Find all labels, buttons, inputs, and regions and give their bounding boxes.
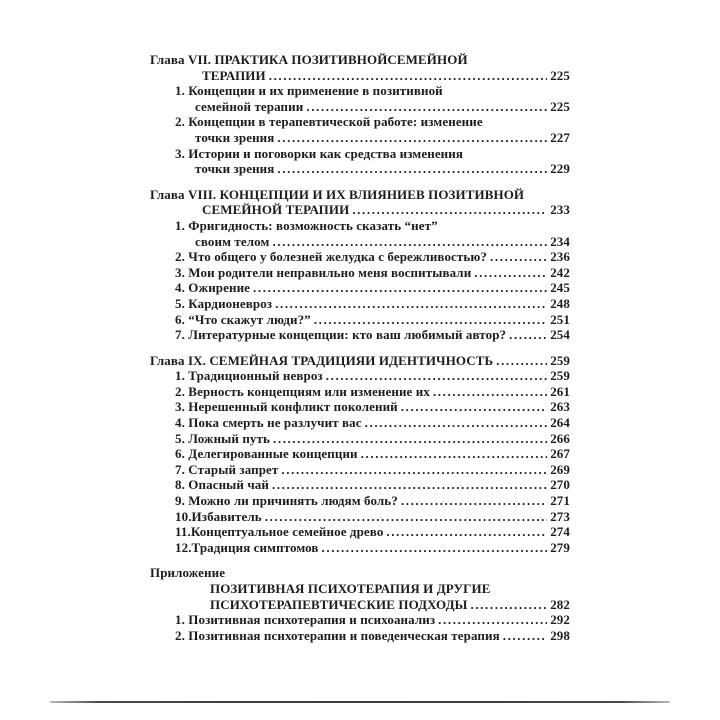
page-number: 263 (550, 399, 570, 415)
entry-text: 11.Концептуальное семейное древо (175, 524, 384, 540)
dot-leader (272, 234, 547, 249)
page-number: 270 (550, 477, 570, 493)
toc-entry-line (175, 146, 570, 162)
page-number: 233 (550, 202, 570, 218)
page-number: 259 (550, 352, 570, 368)
toc-entry-line (175, 524, 570, 540)
toc-section (150, 353, 570, 556)
dot-leader (401, 493, 547, 508)
toc-entry-line (175, 312, 570, 328)
toc-entry-line (175, 415, 570, 431)
toc-entry-line (175, 477, 570, 493)
entry-text: 1. Концепции и их применение в позитивной (175, 83, 443, 99)
entry-text: Глава VIII. КОНЦЕПЦИИ И ИХ ВЛИЯНИЕВ ПОЗИТИВНОЙ (150, 186, 525, 202)
toc-entry-line (175, 296, 570, 312)
toc-entry-line (175, 431, 570, 447)
dot-leader (470, 597, 547, 612)
dot-leader (272, 477, 547, 492)
dot-leader (503, 628, 547, 643)
entry-text: 2. Позитивная психотерапии и поведенческая терапия (175, 627, 500, 643)
page-number: 264 (550, 415, 570, 431)
entry-text: ПСИХОТЕРАПЕВТИЧЕСКИЕ ПОДХОДЫ (210, 596, 468, 612)
entry-text: своим телом (195, 233, 270, 249)
entry-text: точки зрения (195, 161, 275, 177)
entry-text: 7. Старый запрет (175, 461, 279, 477)
entry-text: Глава VII. ПРАКТИКА ПОЗИТИВНОЙСЕМЕЙНОЙ (150, 52, 468, 67)
page-number: 245 (550, 280, 570, 296)
toc-chapter-line (202, 202, 570, 218)
toc-entry-line (175, 493, 570, 509)
toc-entry-line (175, 368, 570, 384)
dot-leader (277, 161, 547, 176)
page-number: 282 (550, 596, 570, 612)
page-number: 266 (550, 430, 570, 446)
dot-leader (273, 431, 547, 446)
toc-entry-line (175, 218, 570, 234)
toc-entry-line (195, 130, 570, 146)
dot-leader (474, 265, 547, 280)
entry-text: 6. “Что скажут люди?” (175, 311, 311, 327)
entry-text: 8. Опасный чай (175, 477, 269, 493)
dot-leader (433, 384, 547, 399)
page-edge-shadow (50, 701, 670, 704)
entry-text: 7. Литературные концепции: кто ваш любимый автор? (175, 327, 507, 343)
page-number: 225 (550, 98, 570, 114)
toc-entry-line (175, 83, 570, 99)
page-number: 242 (550, 264, 570, 280)
toc-chapter-line (210, 581, 570, 597)
page-number: 261 (550, 383, 570, 399)
entry-text: Приложение (150, 565, 226, 581)
toc-chapter-line (150, 52, 570, 68)
toc-entry-line (175, 249, 570, 265)
toc-chapter-line (210, 597, 570, 613)
dot-leader (326, 368, 547, 383)
page-number: 227 (550, 129, 570, 145)
entry-text: 3. Нерешенный конфликт поколений (175, 399, 398, 415)
entry-text: 9. Можно ли причинять людям боль? (175, 493, 398, 509)
page-number: 279 (550, 539, 570, 555)
toc-entry-line (175, 265, 570, 281)
dot-leader (496, 353, 547, 368)
entry-text: 5. Кардионевроз (175, 295, 273, 311)
dot-leader (265, 509, 547, 524)
dot-leader (401, 399, 547, 414)
entry-text: 3. Истории и поговорки как средства изменения (175, 145, 463, 161)
entry-text: ПОЗИТИВНАЯ ПСИХОТЕРАПИЯ И ДРУГИЕ (210, 581, 491, 596)
toc-chapter-line (202, 68, 570, 84)
entry-text: 4. Ожирение (175, 280, 251, 296)
toc-entry-line (195, 161, 570, 177)
dot-leader (306, 99, 547, 114)
page-number: 229 (550, 161, 570, 177)
entry-text: 10.Избавитель (175, 508, 262, 524)
page-number: 225 (550, 67, 570, 83)
entry-text: 2. Верность концепциям или изменение их (175, 383, 430, 399)
page-number: 271 (550, 493, 570, 509)
toc-chapter-line (150, 353, 570, 369)
entry-text: 1. Фригидность: возможность сказать “нет” (175, 217, 438, 233)
page-number: 269 (550, 461, 570, 477)
page-number: 292 (550, 612, 570, 628)
entry-text: семейной терапии (195, 98, 304, 114)
entry-text: 4. Пока смерть не разлучит вас (175, 415, 362, 431)
toc-section (150, 565, 570, 643)
toc-section (150, 52, 570, 177)
page-number: 273 (550, 508, 570, 524)
toc-entry-line (175, 446, 570, 462)
page-number: 298 (550, 627, 570, 643)
toc-entry-line (175, 540, 570, 556)
page-number: 274 (550, 524, 570, 540)
page-number: 251 (550, 311, 570, 327)
toc-entry-line (175, 612, 570, 628)
entry-text: СЕМЕЙНОЙ ТЕРАПИИ (202, 202, 350, 218)
entry-text: Глава IX. СЕМЕЙНАЯ ТРАДИЦИЯИ ИДЕНТИЧНОСТЬ (150, 352, 494, 368)
page-number: 248 (550, 295, 570, 311)
toc-entry-line (175, 280, 570, 296)
page-number: 236 (550, 249, 570, 265)
toc-entry-line (175, 462, 570, 478)
toc-chapter-line (150, 565, 570, 581)
dot-leader (277, 130, 547, 145)
entry-text: 1. Традиционный невроз (175, 368, 323, 384)
entry-text: 12.Традиция симптомов (175, 539, 319, 555)
toc-entry-line (195, 99, 570, 115)
dot-leader (253, 280, 547, 295)
toc-entry-line (175, 114, 570, 130)
entry-text: точки зрения (195, 129, 275, 145)
toc-entry-line (175, 384, 570, 400)
page-number: 259 (550, 368, 570, 384)
toc (150, 52, 570, 643)
dot-leader (386, 524, 547, 539)
entry-text: 2. Концепции в терапевтической работе: изменение (175, 114, 483, 130)
dot-leader (352, 202, 547, 217)
page-number: 234 (550, 233, 570, 249)
toc-section (150, 187, 570, 343)
dot-leader (438, 612, 547, 627)
dot-leader (322, 540, 548, 555)
page-number: 267 (550, 446, 570, 462)
dot-leader (275, 296, 547, 311)
page-number: 254 (550, 327, 570, 343)
dot-leader (361, 446, 548, 461)
toc-entry-line (175, 509, 570, 525)
entry-text: 1. Позитивная психотерапия и психоанализ (175, 612, 436, 628)
entry-text: 6. Делегированные концепции (175, 446, 358, 462)
toc-entry-line (175, 399, 570, 415)
dot-leader (490, 249, 547, 264)
dot-leader (269, 68, 547, 83)
dot-leader (365, 415, 548, 430)
entry-text: 3. Мои родители неправильно меня воспитывали (175, 264, 472, 280)
entry-text: 2. Что общего у болезней желудка с бережливостью? (175, 249, 488, 265)
dot-leader (509, 327, 547, 342)
toc-entry-line (175, 628, 570, 644)
toc-entry-line (175, 327, 570, 343)
entry-text: 5. Ложный путь (175, 430, 270, 446)
toc-entry-line (195, 234, 570, 250)
dot-leader (314, 312, 547, 327)
toc-chapter-line (150, 187, 570, 203)
dot-leader (281, 462, 547, 477)
entry-text: ТЕРАПИИ (202, 67, 266, 83)
